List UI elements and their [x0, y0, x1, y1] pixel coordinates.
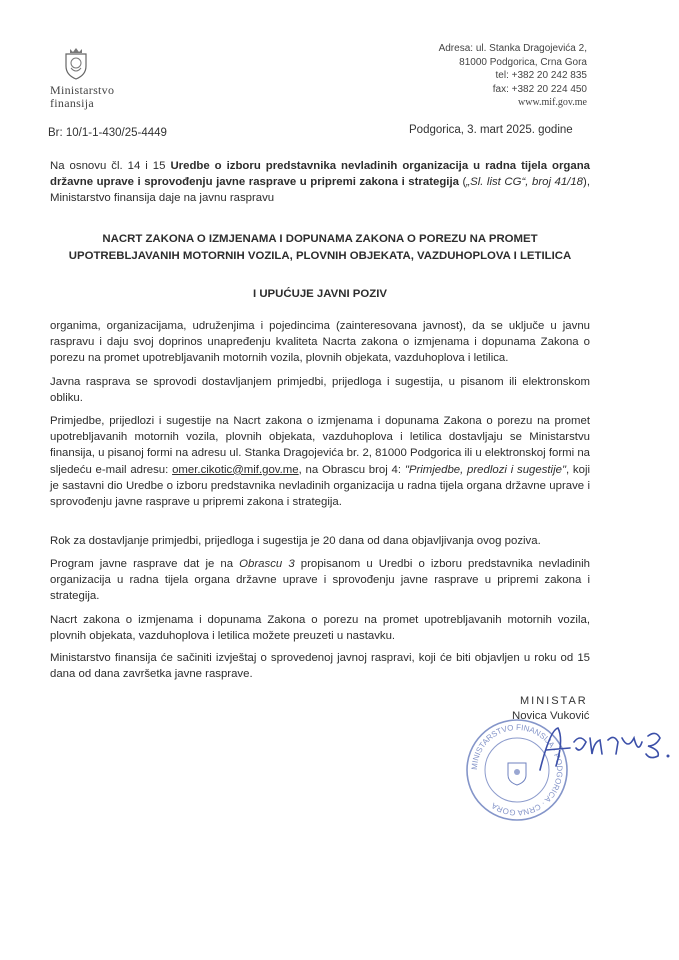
submission-text: , na Obrascu broj 4:	[298, 463, 405, 476]
regulation-name: Uredbe o izboru predstavnika nevladinih organizacija u radna tijela organa državne uprave i sprovođenju javne rasprave u pripremi zakona i strategija	[50, 160, 591, 189]
gazette-reference: „Sl. list CG“, broj 41/18	[466, 176, 584, 189]
signatory-name: Novica Vuković	[512, 710, 590, 722]
paragraph-conduct: Javna rasprava se sprovodi dostavljanjem primjedbi, prijedloga i sugestija, u pisanom ili elektronskom obliku.	[50, 376, 590, 405]
signatory-title: MINISTAR	[520, 695, 588, 707]
paragraph-program	[50, 556, 590, 605]
document-date: Podgorica, 3. mart 2025. godine	[409, 124, 573, 136]
submission-text: , koji je sastavni dio Uredbe o izboru predstavnika nevladinih organizacija u radna tijela organa državne uprave i sprovođenju javne rasprave u pripremi zakona i strategija.	[50, 463, 591, 509]
program-text: propisanom u Uredbi o izboru predstavnika nevladinih organizacija u radna tijela organa državne uprave i sprovođenju javne rasprave u pripremi zakona i strategija.	[50, 558, 590, 603]
ministry-line-2: finansija	[50, 96, 95, 110]
stamp-text: MINISTARSTVO FINANSIJA · PODGORICA · CRNA GORA	[469, 722, 565, 818]
paragraph-organisations: organima, organizacijama, udruženjima i pojedincima (zainteresovana javnost), da se uključe u javnu raspravu i daju svoj doprinos unapređenju kvaliteta Nacrta zakona o izmjenama i dopunama Zakona o porezu na promet upotrebljavanih motornih vozila, plovnih objekata, vazduhoplova i letilica.	[50, 320, 590, 365]
program-form: Obrascu 3	[239, 558, 295, 570]
intro-text: (	[458, 176, 467, 189]
website-link[interactable]: www.mif.gov.me	[518, 97, 587, 108]
address-line: Adresa: ul. Stanka Dragojevića 2,	[438, 43, 587, 54]
address-block	[439, 42, 587, 110]
address-line: 81000 Podgorica, Crna Gora	[459, 56, 587, 68]
document-title: NACRT ZAKONA O IZMJENAMA I DOPUNAMA ZAKONA O POREZU NA PROMET UPOTREBLJAVANIH MOTORNIH VOZILA, PLOVNIH OBJEKATA, VAZDUHOPLOVA I LETILICA	[68, 233, 572, 262]
ministry-name	[50, 84, 114, 110]
submission-text: Primjedbe, prijedlozi i sugestije na Nacrt zakona o izmjenama i dopunama Zakona o porezu na promet upotrebljavanih motornih vozila, plovnih objekata, vazduhoplova i letilica dostavljaju se Ministarstvu finansija, u pisanoj formi na adresu ul. Stanka Dragojevića br. 2, 81000 Podgorica ili u elektronskoj formi na sljedeću e-mail adresu:	[50, 415, 590, 476]
intro-text: Na osnovu čl. 14 i 15	[50, 160, 171, 172]
program-text: Program javne rasprave dat je na	[50, 558, 240, 570]
paragraph-submission	[50, 413, 590, 510]
intro-paragraph	[50, 158, 590, 207]
phone-line: tel: +382 20 242 835	[495, 70, 587, 81]
intro-text: ), Ministarstvo finansija daje na javnu raspravu	[50, 176, 590, 205]
public-call-heading: I UPUĆUJE JAVNI POZIV	[253, 288, 387, 300]
paragraph-deadline: Rok za dostavljanje primjedbi, prijedloga i sugestija je 20 dana od dana objavljivanja ovog poziva.	[50, 535, 541, 547]
paragraph-download: Nacrt zakona o izmjenama i dopunama Zakona o porezu na promet upotrebljavanih motornih vozila, plovnih objekata, vazduhoplova i letilica možete preuzeti u nastavku.	[50, 614, 590, 643]
paragraph-report: Ministarstvo finansija će sačiniti izvještaj o sprovedenoj javnoj raspravi, koji će biti objavljen u roku od 15 dana od dana završetka javne rasprave.	[50, 652, 590, 681]
email-link[interactable]: omer.cikotic@mif.gov.me	[172, 463, 299, 476]
fax-line: fax: +382 20 224 450	[492, 83, 587, 95]
ministry-line-1: Ministarstvo	[50, 83, 115, 97]
handwritten-signature	[530, 720, 679, 780]
reference-number: Br: 10/1-1-430/25-4449	[48, 127, 167, 139]
form-name: "Primjedbe, predlozi i sugestije"	[404, 463, 566, 476]
coat-of-arms-logo	[62, 46, 90, 80]
